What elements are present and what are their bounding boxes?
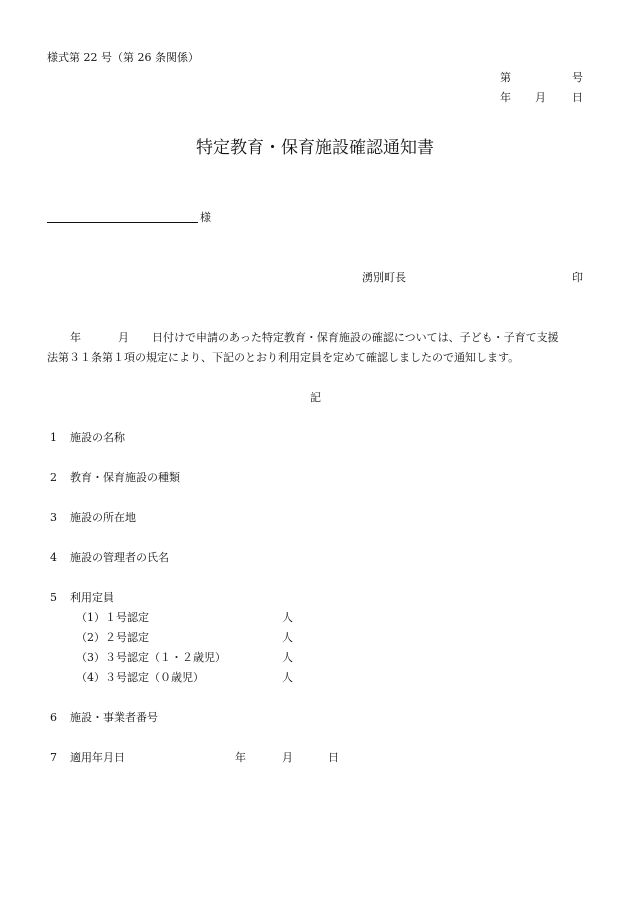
capacity-type-1: （1）１号認定 bbox=[76, 611, 149, 624]
issuer-seal: 印 bbox=[572, 271, 583, 284]
header-date-month: 月 bbox=[535, 91, 546, 104]
item-facility-type: 教育・保育施設の種類 bbox=[70, 471, 180, 484]
recipient-blank-line bbox=[47, 222, 198, 223]
doc-number-prefix: 第 bbox=[500, 71, 511, 84]
item-number: 5 bbox=[50, 591, 57, 604]
capacity-unit: 人 bbox=[282, 631, 293, 644]
item-number: 7 bbox=[50, 751, 57, 764]
body-line1: 日付けで申請のあった特定教育・保育施設の確認については、子ども・子育て支援 bbox=[152, 331, 559, 344]
issuer-name: 湧別町長 bbox=[362, 271, 406, 284]
header-date-day: 日 bbox=[572, 91, 583, 104]
item-facility-address: 施設の所在地 bbox=[70, 511, 136, 524]
body-date-year: 年 bbox=[70, 331, 81, 344]
apply-date-year: 年 bbox=[235, 751, 246, 764]
item-number: 1 bbox=[50, 431, 57, 444]
header-date-year: 年 bbox=[500, 91, 511, 104]
capacity-type-4: （4）３号認定（０歳児） bbox=[76, 671, 204, 684]
ki-marker: 記 bbox=[310, 391, 321, 404]
apply-date-day: 日 bbox=[328, 751, 339, 764]
form-number: 様式第 22 号（第 26 条関係） bbox=[47, 51, 199, 64]
body-date-month: 月 bbox=[118, 331, 129, 344]
doc-number-suffix: 号 bbox=[572, 71, 583, 84]
capacity-unit: 人 bbox=[282, 651, 293, 664]
capacity-unit: 人 bbox=[282, 611, 293, 624]
capacity-type-2: （2）２号認定 bbox=[76, 631, 149, 644]
item-facility-name: 施設の名称 bbox=[70, 431, 125, 444]
capacity-unit: 人 bbox=[282, 671, 293, 684]
apply-date-month: 月 bbox=[282, 751, 293, 764]
item-number: 6 bbox=[50, 711, 57, 724]
capacity-type-3: （3）３号認定（１・２歳児） bbox=[76, 651, 226, 664]
item-manager-name: 施設の管理者の氏名 bbox=[70, 551, 169, 564]
document-title: 特定教育・保育施設確認通知書 bbox=[196, 138, 434, 158]
item-capacity: 利用定員 bbox=[70, 591, 114, 604]
body-line2: 法第３１条第１項の規定により、下記のとおり利用定員を定めて確認しましたので通知します。 bbox=[47, 351, 520, 364]
item-number: 3 bbox=[50, 511, 57, 524]
recipient-suffix: 様 bbox=[200, 211, 211, 224]
item-number: 4 bbox=[50, 551, 57, 564]
item-apply-date: 適用年月日 bbox=[70, 751, 125, 764]
item-facility-number: 施設・事業者番号 bbox=[70, 711, 158, 724]
item-number: 2 bbox=[50, 471, 57, 484]
